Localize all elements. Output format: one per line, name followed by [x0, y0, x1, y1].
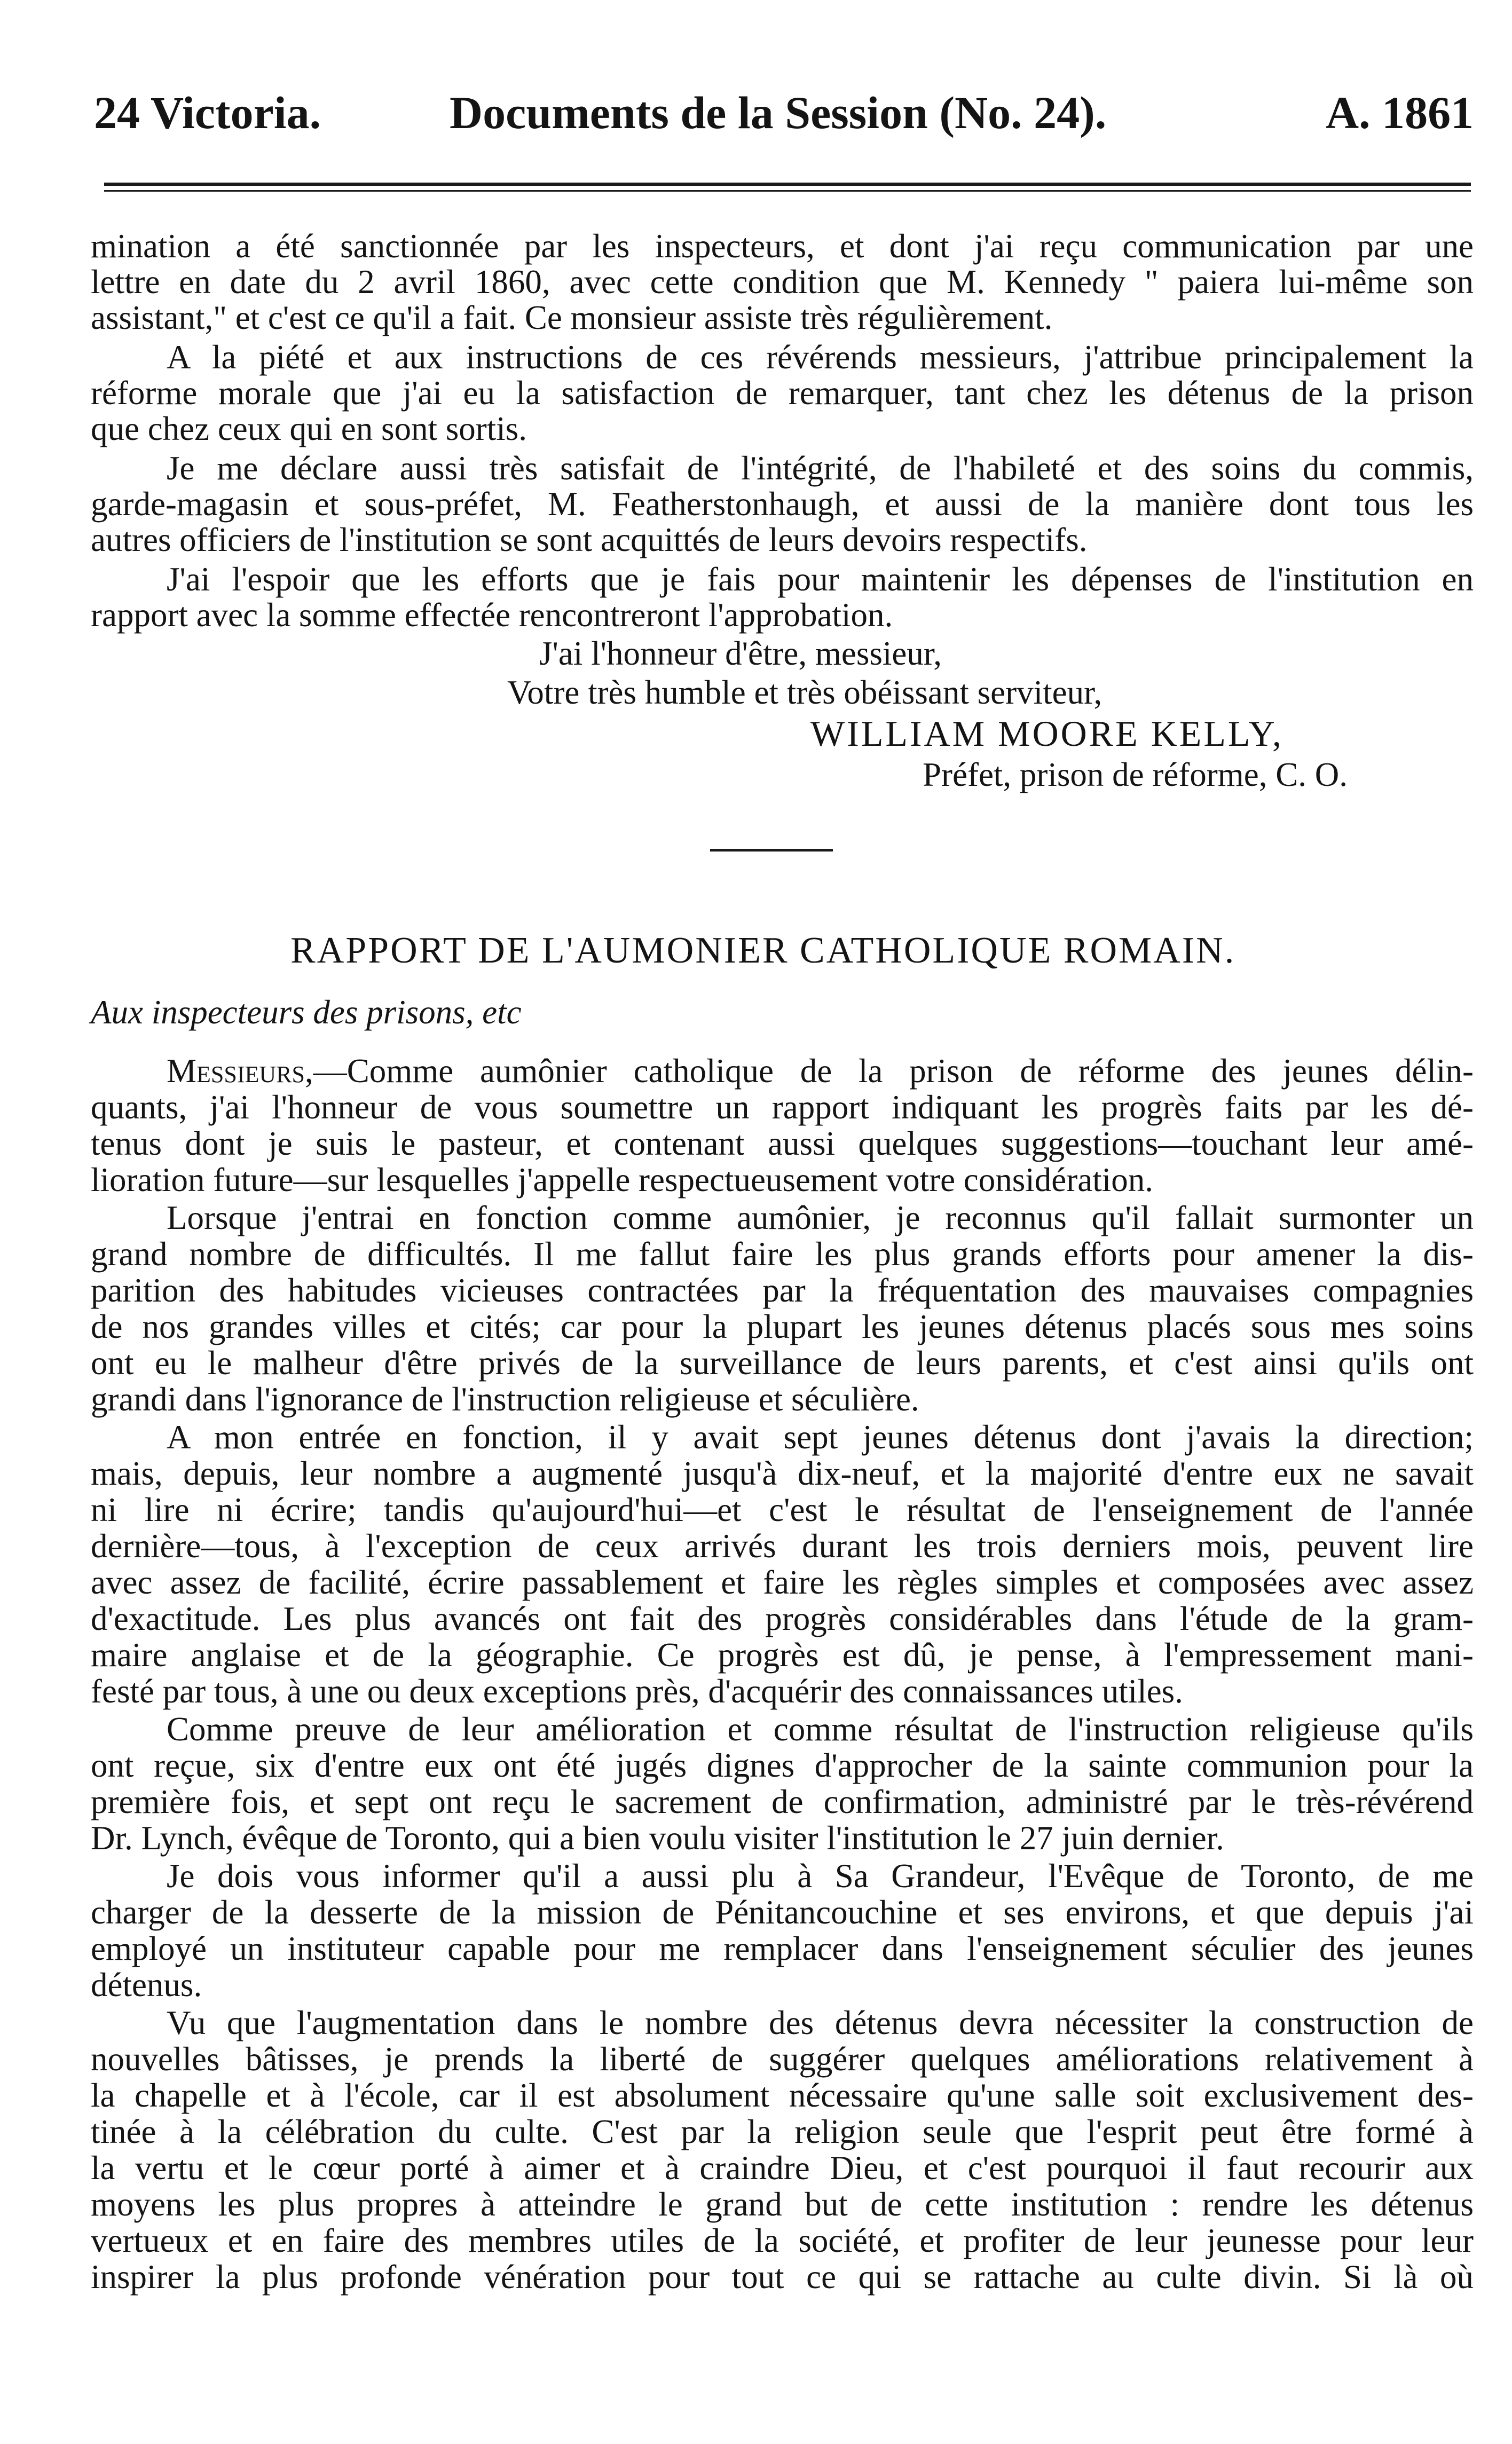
text-line: grand nombre de difficultés. Il me fallut faire les plus grands efforts pour amener la dis- [91, 1235, 1474, 1273]
text-line: quants, j'ai l'honneur de vous soumettre un rapport indiquant les progrès faits par les dé- [91, 1089, 1474, 1126]
signature-title: Préfet, prison de réforme, C. O. [923, 756, 1348, 793]
text-line: mination a été sanctionnée par les inspecteurs, et dont j'ai reçu communication par une [91, 227, 1474, 265]
text-line: inspirer la plus profonde vénération pour tout ce qui se rattache au culte divin. Si là où [91, 2258, 1474, 2296]
text-line: Je dois vous informer qu'il a aussi plu à Sa Grandeur, l'Evêque de Toronto, de me [167, 1857, 1474, 1895]
text-line: ont reçue, six d'entre eux ont été jugés dignes d'approcher de la sainte communion pour la [91, 1747, 1474, 1784]
text-line: charger de la desserte de la mission de Pénitancouchine et ses environs, et que depuis j'ai [91, 1894, 1474, 1931]
text-line: festé par tous, à une ou deux exceptions près, d'acquérir des connaissances utiles. [91, 1673, 1183, 1710]
header-title: Documents de la Session (No. 24). [450, 87, 1107, 138]
text-line: nouvelles bâtisses, je prends la liberté de suggérer quelques améliorations relativement à [91, 2040, 1474, 2078]
text-line: Vu que l'augmentation dans le nombre des détenus devra nécessiter la construction de [167, 2004, 1474, 2041]
text-line: mais, depuis, leur nombre a augmenté jusqu'à dix-neuf, et la majorité d'entre eux ne savait [91, 1455, 1474, 1492]
text-line: tinée à la célébration du culte. C'est par la religion seule que l'esprit peut être formé à [91, 2113, 1474, 2150]
text-line: autres officiers de l'institution se sont acquittés de leurs devoirs respectifs. [91, 521, 1088, 558]
text-line: détenus. [91, 1966, 202, 2004]
text-line: Comme preuve de leur amélioration et comme résultat de l'instruction religieuse qu'ils [167, 1710, 1474, 1748]
text-line: A la piété et aux instructions de ces révérends messieurs, j'attribue principalement la [167, 338, 1474, 376]
text-line: ont eu le malheur d'être privés de la surveillance de leurs parents, et c'est ainsi qu'ils ont [91, 1344, 1474, 1382]
text-line: la vertu et le cœur porté à aimer et à craindre Dieu, et c'est pourquoi il faut recourir aux [91, 2149, 1474, 2187]
section-separator [710, 849, 833, 852]
text-line: Je me déclare aussi très satisfait de l'intégrité, de l'habileté et des soins du commis, [167, 450, 1474, 487]
text-line: moyens les plus propres à atteindre le grand but de cette institution : rendre les détenus [91, 2186, 1474, 2223]
text-line: grandi dans l'ignorance de l'instruction religieuse et séculière. [91, 1381, 919, 1418]
text-line: maire anglaise et de la géographie. Ce progrès est dû, je pense, à l'empressement mani- [91, 1636, 1474, 1674]
text-line: Dr. Lynch, évêque de Toronto, qui a bien voulu visiter l'institution le 27 juin dernier. [91, 1819, 1224, 1857]
text-line: que chez ceux qui en sont sortis. [91, 410, 527, 447]
text-line: ni lire ni écrire; tandis qu'aujourd'hui—et c'est le résultat de l'enseignement de l'année [91, 1491, 1474, 1528]
text-line: réforme morale que j'ai eu la satisfaction de remarquer, tant chez les détenus de la prison [91, 374, 1474, 412]
text-line: avec assez de facilité, écrire passablement et faire les règles simples et composées avec assez [91, 1564, 1474, 1601]
text-line: dernière—tous, à l'exception de ceux arrivés durant les trois derniers mois, peuvent lire [91, 1527, 1474, 1565]
text-line: A mon entrée en fonction, il y avait sept jeunes détenus dont j'avais la direction; [167, 1418, 1474, 1456]
text-line: assistant," et c'est ce qu'il a fait. Ce monsieur assiste très régulièrement. [91, 299, 1053, 336]
text-line: parition des habitudes vicieuses contractées par la fréquentation des mauvaises compagnies [91, 1272, 1474, 1309]
letter-closing: J'ai l'honneur d'être, messieur, [539, 635, 942, 672]
text-line: tenus dont je suis le pasteur, et contenant aussi quelques suggestions—touchant leur amé- [91, 1125, 1474, 1162]
salutation: Messieurs, [167, 1052, 313, 1090]
header-rule-thin [104, 190, 1471, 192]
text-run: —Comme aumônier catholique de la prison de réforme des jeunes délin- [313, 1052, 1474, 1090]
text-line: J'ai l'espoir que les efforts que je fais pour maintenir les dépenses de l'institution en [167, 561, 1474, 598]
text-line: lioration future—sur lesquelles j'appelle respectueusement votre considération. [91, 1161, 1153, 1199]
text-line: la chapelle et à l'école, car il est absolument nécessaire qu'une salle soit exclusivement des- [91, 2077, 1474, 2114]
report-title: RAPPORT DE L'AUMONIER CATHOLIQUE ROMAIN. [290, 930, 1236, 971]
header-volume: 24 Victoria. [94, 87, 321, 138]
text-line: première fois, et sept ont reçu le sacrement de confirmation, administré par le très-révérend [91, 1783, 1474, 1820]
text-line: Lorsque j'entrai en fonction comme aumônier, je reconnus qu'il fallait surmonter un [167, 1199, 1474, 1236]
header-rule-thick [104, 183, 1471, 186]
header-year: A. 1861 [1326, 87, 1474, 138]
report-addressee: Aux inspecteurs des prisons, etc [91, 994, 522, 1031]
text-line: rapport avec la somme effectée rencontreront l'approbation. [91, 596, 893, 634]
signature-name: WILLIAM MOORE KELLY, [810, 713, 1283, 754]
text-line: d'exactitude. Les plus avancés ont fait des progrès considérables dans l'étude de la gram- [91, 1600, 1474, 1637]
text-line: lettre en date du 2 avril 1860, avec cette condition que M. Kennedy " paiera lui-même son [91, 263, 1474, 301]
text-line [167, 1054, 1474, 1088]
text-line: vertueux et en faire des membres utiles de la société, et profiter de leur jeunesse pour leur [91, 2222, 1474, 2259]
letter-closing: Votre très humble et très obéissant serviteur, [507, 674, 1102, 711]
text-line: garde-magasin et sous-préfet, M. Featherstonhaugh, et aussi de la manière dont tous les [91, 485, 1474, 523]
text-line: de nos grandes villes et cités; car pour la plupart les jeunes détenus placés sous mes soins [91, 1308, 1474, 1345]
text-line: employé un instituteur capable pour me remplacer dans l'enseignement séculier des jeunes [91, 1930, 1474, 1967]
